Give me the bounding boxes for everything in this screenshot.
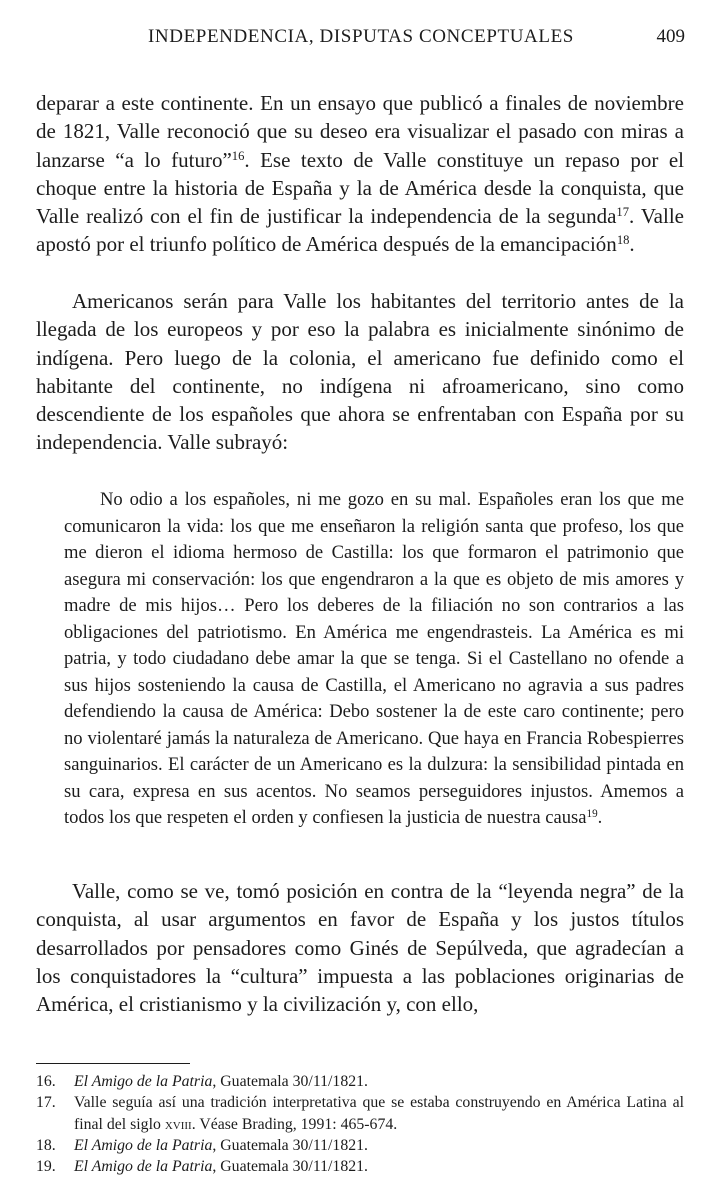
footnote-number: 17. (36, 1094, 56, 1112)
para1-text-c: . Valle apostó por el triunfo político de América después de la emancipación (36, 204, 684, 257)
footnote-ref-19[interactable]: 19 (586, 807, 598, 820)
footnote-number: 16. (36, 1073, 56, 1090)
running-title: INDEPENDENCIA, DISPUTAS CONCEPTUALES (148, 26, 574, 47)
footnote-century: xviii (164, 1115, 192, 1133)
running-header (0, 26, 720, 56)
footnote-text: Valle seguía así una tradición interpretativa que se estaba construyendo en América Latina al final del siglo (74, 1094, 684, 1133)
footnote-19 (36, 1156, 684, 1177)
block-quote (64, 487, 684, 832)
footnote-ref-16[interactable]: 16 (231, 148, 245, 163)
quote-text: No odio a los españoles, ni me gozo en su mal. Españoles eran los que me comunicaron la vida: los que me enseñaron la religión santa que profeso, los que me dieron el idioma hermoso de Castilla: los que formaron el patrimonio que asegura mi conservación: los que engendraron a la que es objeto de mis amores y madre de mis hijos… Pero los deberes de la filiación no son contrarios a las obligaciones del patriotismo. En América me engendrasteis. La América es mi patria, y todo ciudadano debe amar la que se tenga. Si el Castellano no ofende a sus hijos sosteniendo la causa de Castilla, el Americano no agravia a sus padres defendiendo la causa de América: Debo sostener la de este caro continente; pero no violentaré jamás la naturaleza de Americano. Que haya en Francia Robespierres sanguinarios. El carácter de un Americano es la dulzura: la sensibilidad pintada en su cara, expresa en sus acentos. No seamos perseguidores injustos. Amemos a todos los que respeten el orden y confiesen la justicia de nuestra causa (64, 489, 684, 828)
footnote-source-title: El Amigo de la Patria (74, 1136, 213, 1154)
footnote-18 (36, 1135, 684, 1156)
footnote-source-title: El Amigo de la Patria (74, 1073, 213, 1090)
footnote-rule (36, 1063, 190, 1064)
footnote-text-end: . Véase Brading, 1991: 465-674. (191, 1115, 398, 1133)
footnote-source-detail: , Guatemala 30/11/1821. (212, 1073, 368, 1090)
footnote-source-detail: , Guatemala 30/11/1821. (212, 1158, 368, 1176)
footnote-source-detail: , Guatemala 30/11/1821. (212, 1136, 368, 1154)
footnote-number: 18. (36, 1136, 56, 1154)
footnote-ref-18[interactable]: 18 (616, 233, 630, 248)
footnotes (36, 1071, 684, 1177)
footnote-17 (36, 1092, 684, 1135)
para1-text-d: . (629, 232, 635, 257)
footnote-ref-17[interactable]: 17 (616, 205, 629, 220)
para1-text-b: . Ese texto de Valle constituye un repaso por el choque entre la historia de España y la de América desde la conquista, que Valle realizó con el fin de justificar la independencia de la segunda (36, 147, 684, 229)
page-number: 409 (656, 26, 685, 47)
footnote-source-title: El Amigo de la Patria (74, 1158, 213, 1176)
footnote-16 (36, 1071, 684, 1092)
body-paragraph-2: Americanos serán para Valle los habitantes del territorio antes de la llegada de los europeos y por eso la palabra es inicialmente sinónimo de indígena. Pero luego de la colonia, el americano fue definido como el habitante del continente, no indígena ni afroamericano, sino como descendiente de los españoles que ahora se enfrentaban con España por su independencia. Valle subrayó: (36, 289, 684, 455)
para1-text-a: deparar a este continente. En un ensayo que publicó a finales de noviembre de 1821, Valle reconoció que su deseo era visualizar el pasado con miras a lanzarse “a lo futuro” (36, 91, 684, 172)
footnote-number: 19. (36, 1158, 56, 1176)
quote-end: . (597, 807, 603, 828)
body-paragraph-3: Valle, como se ve, tomó posición en contra de la “leyenda negra” de la conquista, al usar argumentos en favor de España y los justos títulos desarrollados por pensadores como Ginés de Sepúlveda, que agradecían a los conquistadores la “cultura” impuesta a las poblaciones originarias de América, el cristianismo y la civilización y, con ello, (36, 879, 684, 1017)
body-paragraph-1 (36, 89, 684, 259)
